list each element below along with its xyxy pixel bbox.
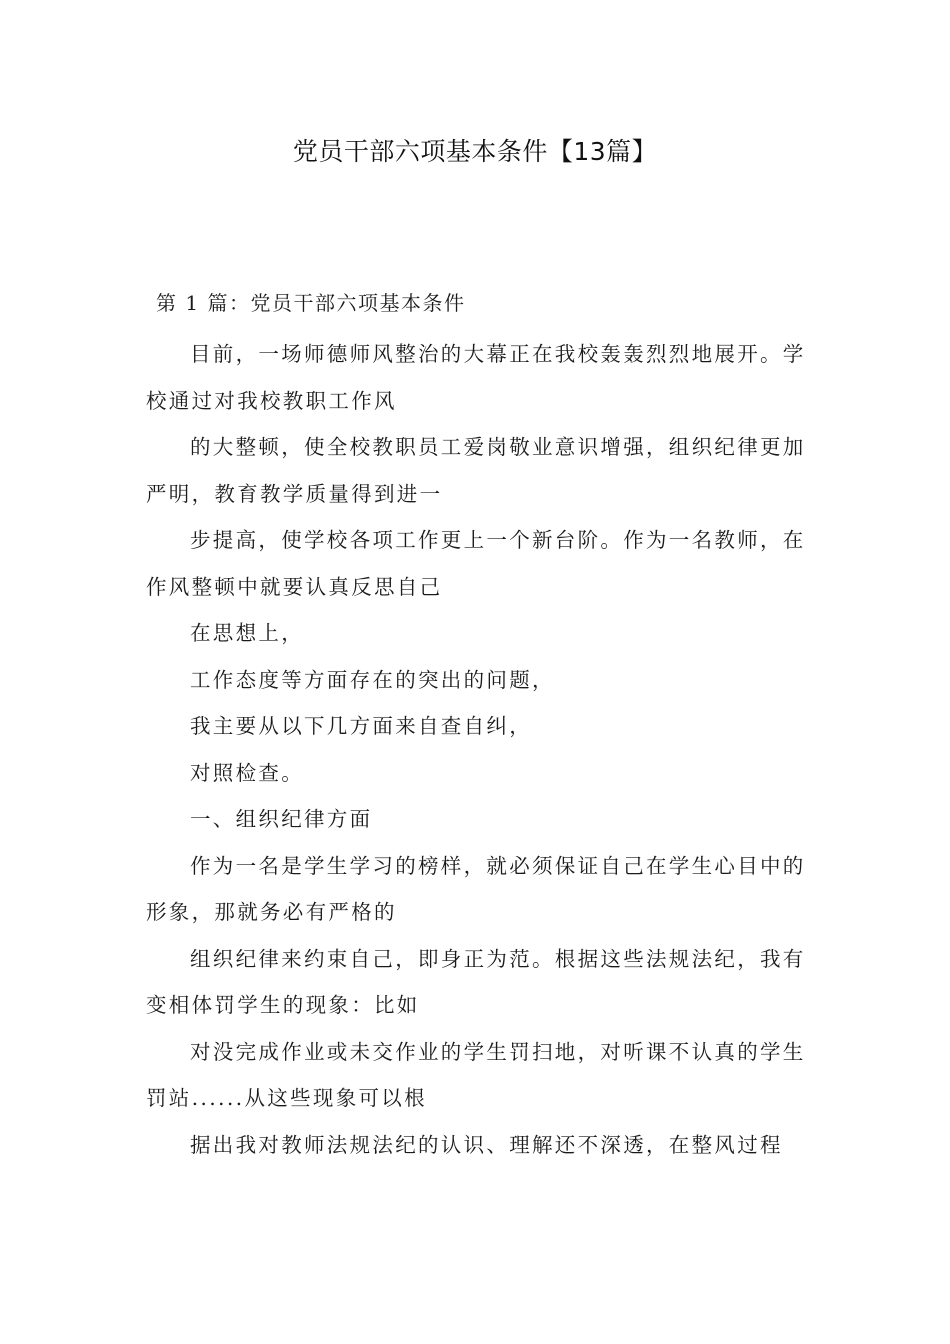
document-title: 党员干部六项基本条件【13篇】: [292, 137, 658, 166]
text-line: 一、组织纪律方面: [190, 807, 373, 831]
paragraph: [146, 517, 806, 610]
text-line: 变相体罚学生的现象：比如: [146, 993, 420, 1017]
document-body: [146, 331, 806, 1168]
text-line: 校通过对我校教职工作风: [146, 388, 397, 413]
text-line: 作风整顿中就要认真反思自己: [146, 574, 443, 599]
paragraph: [146, 1122, 806, 1169]
paragraph: [146, 331, 806, 424]
text-line: 形象，那就务必有严格的: [146, 900, 397, 924]
text-line: 据出我对教师法规法纪的认识、理解还不深透，在整风过程: [190, 1132, 783, 1157]
paragraph: [146, 843, 806, 936]
section-heading: 第 1 篇：党员干部六项基本条件: [156, 291, 466, 315]
text-line: 对照检查。: [190, 760, 304, 785]
paragraph: [146, 936, 806, 1029]
paragraph: [146, 750, 806, 797]
paragraph: [146, 610, 806, 657]
text-line: 我主要从以下几方面来自查自纠，: [190, 714, 532, 738]
text-line: 的大整顿，使全校教职员工爱岗敬业意识增强，组织纪律更加: [190, 435, 806, 459]
text-line: 罚站......从这些现象可以根: [146, 1086, 427, 1110]
text-line: 严明，教育教学质量得到进一: [146, 481, 443, 506]
text-line: 作为一名是学生学习的榜样，就必须保证自己在学生心目中的: [190, 853, 806, 878]
text-line: 组织纪律来约束自己，即身正为范。根据这些法规法纪，我有: [190, 946, 806, 971]
subsection-heading: [146, 796, 806, 843]
text-line: 在思想上，: [190, 621, 304, 645]
text-line: 目前，一场师德师风整治的大幕正在我校轰轰烈烈地展开。学: [190, 342, 806, 366]
text-line: 步提高，使学校各项工作更上一个新台阶。作为一名教师，在: [190, 528, 806, 552]
paragraph: [146, 703, 806, 750]
paragraph: [146, 424, 806, 517]
paragraph: [146, 657, 806, 704]
text-line: 对没完成作业或未交作业的学生罚扫地，对听课不认真的学生: [190, 1039, 806, 1064]
paragraph: [146, 1029, 806, 1122]
text-line: 工作态度等方面存在的突出的问题，: [190, 667, 555, 692]
